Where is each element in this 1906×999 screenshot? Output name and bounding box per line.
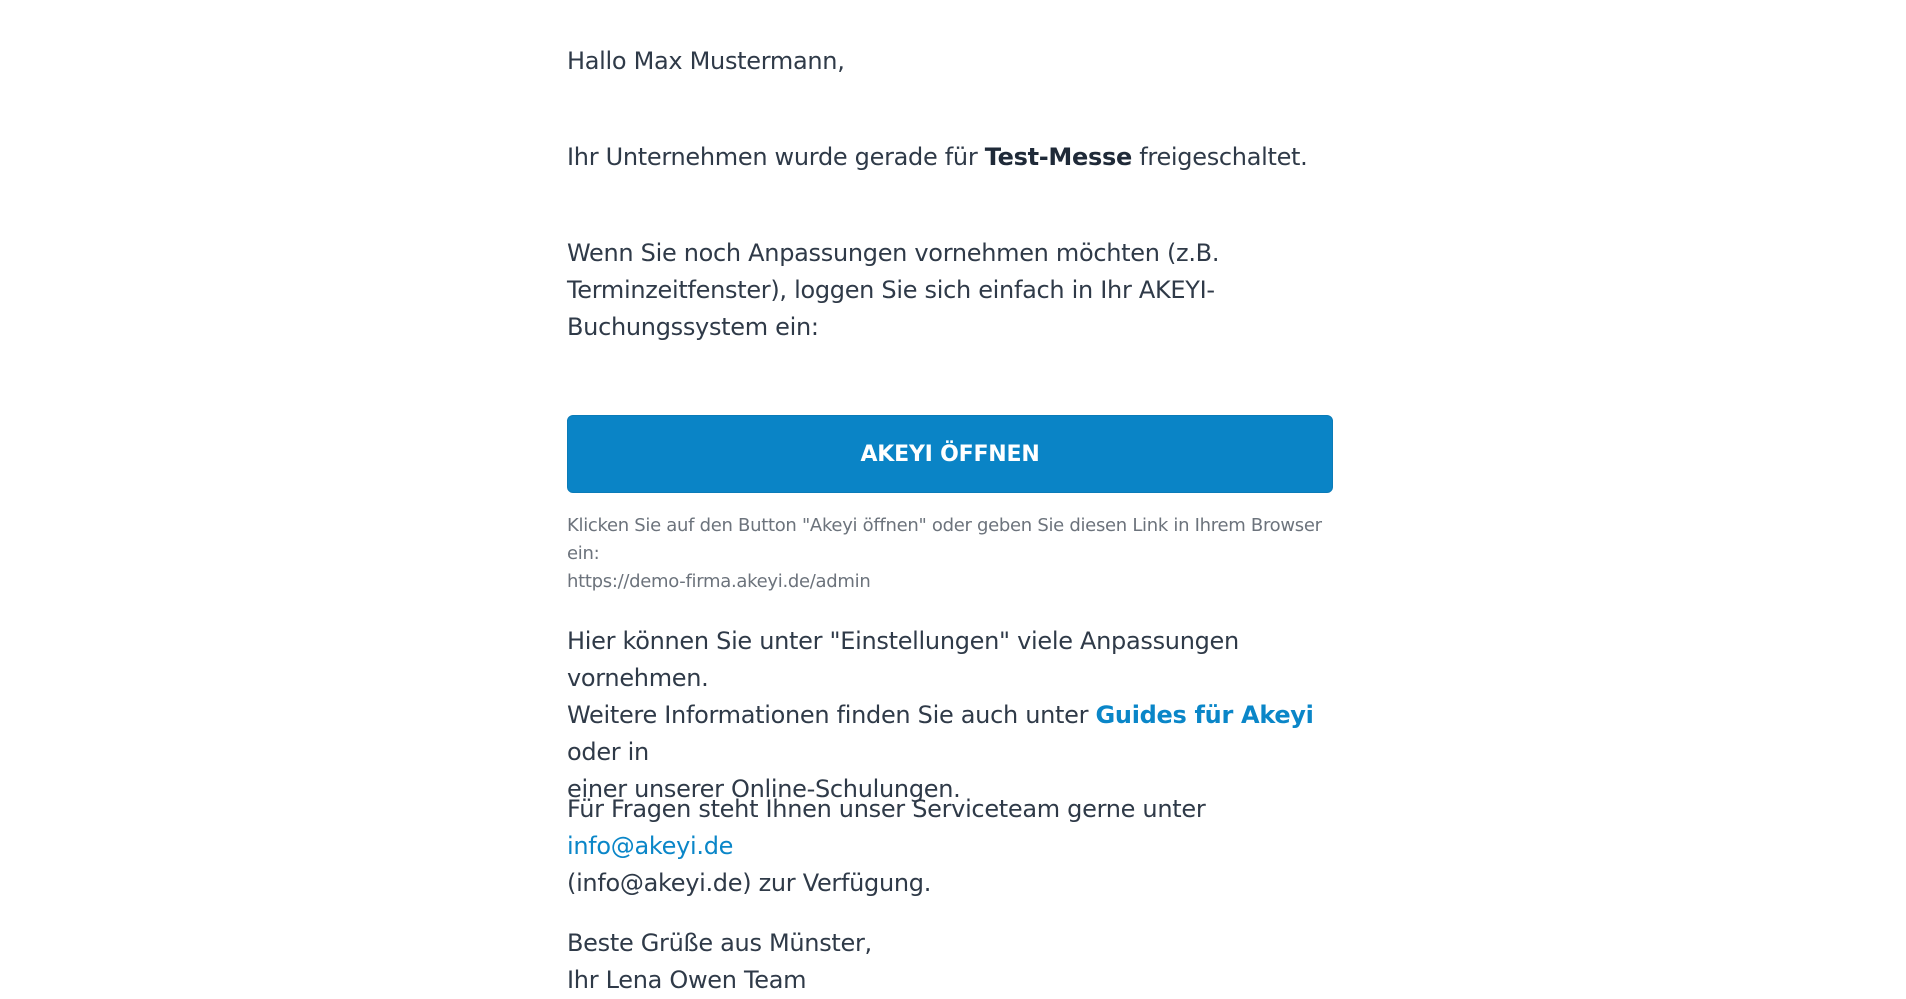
settings-line-2 bbox=[567, 697, 1337, 771]
adjustments-line-3: Buchungssystem ein: bbox=[567, 313, 819, 341]
settings-paragraph bbox=[567, 623, 1337, 808]
closing-line-2: Ihr Lena Owen Team bbox=[567, 966, 807, 994]
adjustments-paragraph bbox=[567, 235, 1337, 346]
closing-paragraph bbox=[567, 925, 1337, 999]
open-akeyi-button[interactable]: AKEYI ÖFFNEN bbox=[567, 415, 1333, 493]
settings-line-2-suffix: oder in bbox=[567, 738, 649, 766]
guides-link[interactable]: Guides für Akeyi bbox=[1095, 701, 1314, 729]
settings-line-2-prefix: Weitere Informationen finden Sie auch unter bbox=[567, 701, 1096, 729]
adjustments-line-1: Wenn Sie noch Anpassungen vornehmen möchten (z.B. bbox=[567, 239, 1220, 267]
activation-prefix: Ihr Unternehmen wurde gerade für bbox=[567, 143, 985, 171]
event-name: Test-Messe bbox=[984, 143, 1132, 171]
contact-prefix: Für Fragen steht Ihnen unser Serviceteam gerne unter bbox=[567, 795, 1206, 823]
activation-paragraph bbox=[567, 139, 1337, 176]
adjustments-line-2: Terminzeitfenster), loggen Sie sich einfach in Ihr AKEYI- bbox=[567, 276, 1215, 304]
greeting: Hallo Max Mustermann, bbox=[567, 47, 845, 75]
contact-paragraph bbox=[567, 791, 1337, 902]
closing-line-1: Beste Grüße aus Münster, bbox=[567, 929, 872, 957]
admin-url[interactable]: https://demo-firma.akeyi.de/admin bbox=[567, 571, 871, 592]
settings-line-3: einer unserer Online-Schulungen. bbox=[567, 775, 961, 803]
contact-line-2: (info@akeyi.de) zur Verfügung. bbox=[567, 869, 932, 897]
settings-line-1: Hier können Sie unter "Einstellungen" viele Anpassungen vornehmen. bbox=[567, 627, 1239, 692]
activation-suffix: freigeschaltet. bbox=[1131, 143, 1308, 171]
button-hint bbox=[567, 512, 1337, 596]
email-link[interactable]: info@akeyi.de bbox=[567, 832, 734, 860]
hint-text: Klicken Sie auf den Button "Akeyi öffnen" oder geben Sie diesen Link in Ihrem Browser ein: bbox=[567, 515, 1322, 564]
contact-line-1 bbox=[567, 791, 1337, 865]
